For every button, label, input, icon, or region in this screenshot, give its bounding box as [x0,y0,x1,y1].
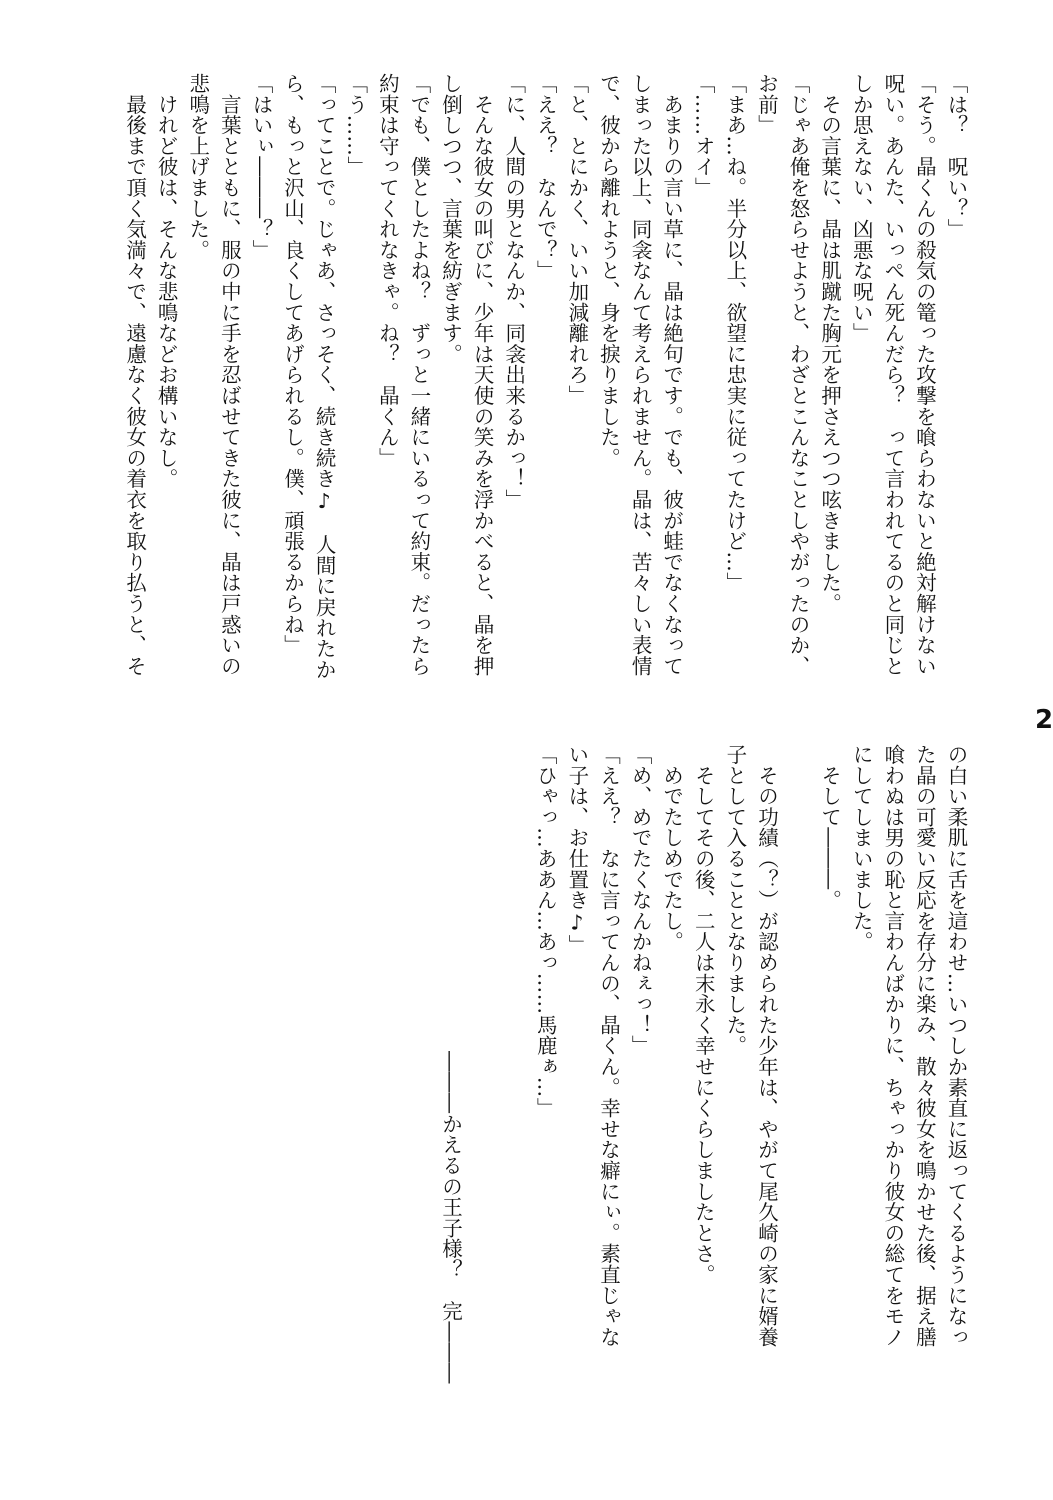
text-line: しまった以上、同衾なんて考えられません。晶は、苦々しい表情 [628,73,653,677]
text-line: 最後まで頂く気満々で、遠慮なく彼女の着衣を取り払うと、そ [122,73,147,677]
text-line: あまりの言い草に、晶は絶句です。でも、彼が蛙でなくなって [659,73,684,677]
ending-line: ―――かえるの王子様？ 完――― [438,1051,463,1384]
text-line: 「……オイ」 [691,73,716,198]
text-line: そしてその後、二人は末永く幸せにくらしましたとさ。 [691,744,716,1285]
text-line: い子は、お仕置き♪」 [564,744,589,956]
text-line: 「う……」 [343,73,368,177]
text-line: 「まあ…ね。半分以上、欲望に忠実に従ってたけど…」 [722,73,747,593]
text-line: しか思えない、凶悪な呪い」 [849,73,874,344]
text-line: 呪い。あんた、いっぺん死んだら？ って言われてるのと同じと [880,73,905,677]
text-line: た晶の可愛い反応を存分に楽み、散々彼女を鳴かせた後、据え膳 [912,744,937,1348]
text-line: 「ひゃっ…ああん…あっ……馬鹿ぁ…」 [533,744,558,1119]
text-line: し倒しつつ、言葉を紡ぎます。 [438,73,463,365]
text-line: 「め、めでたくなんかねぇっ！」 [628,744,653,1056]
text-line: 「に、人間の男となんか、同衾出来るかっ！」 [501,73,526,510]
text-line: 喰わぬは男の恥と言わんばかりに、ちゃっかり彼女の総てをモノ [880,744,905,1348]
text-block-lower [434,744,971,1384]
text-line: 「ええ？ なんで？」 [533,73,558,281]
text-line: 「そう。晶くんの殺気の篭った攻撃を喰らわないと絶対解けない [912,73,937,677]
text-line: の白い柔肌に舌を這わせ…いつしか素直に返ってくるようになっ [944,744,968,1348]
text-line: にしてしまいました。 [849,744,874,952]
text-line: 「と、とにかく、いい加減離れろ」 [564,73,589,406]
text-line: その言葉に、晶は肌蹴た胸元を押さえつつ呟きました。 [817,73,842,614]
text-line: 子として入ることとなりました。 [722,744,747,1056]
text-line: めでたしめでたし。 [659,744,684,952]
blank-line [781,744,813,1384]
page-number: 2 [1035,705,1053,735]
text-line: 言葉とともに、服の中に手を忍ばせてきた彼に、晶は戸惑いの [217,73,242,677]
text-line: 「でも、僕としたよね？ ずっと一緒にいるって約束。だったら [406,73,431,677]
text-line: 悲鳴を上げました。 [185,73,210,261]
text-line: 約束は守ってくれなきゃ。ね？ 晶くん」 [375,73,400,469]
blank-line [466,744,498,1384]
text-line: 「はいぃ―――？」 [248,73,273,261]
text-line: ら、もっと沢山、良くしてあげられるし。僕、頑張るからね」 [280,73,305,656]
text-line: 「じゃあ俺を怒らせようと、わざとこんなことしやがったのか、 [786,73,811,677]
text-line: 「ええ？ なに言ってんの、晶くん。幸せな癖にぃ。素直じゃな [596,744,621,1348]
text-block-upper [118,73,971,713]
text-line: そして―――。 [817,744,842,911]
text-line: そんな彼女の叫びに、少年は天使の笑みを浮かべると、晶を押 [470,73,495,677]
text-line: けれど彼は、そんな悲鳴などお構いなし。 [154,73,179,489]
text-line: お前」 [754,73,779,136]
text-line: 「ってことで。じゃあ、さっそく、続き続き♪ 人間に戻れたか [312,73,337,680]
text-line: 「は？ 呪い？」 [944,73,968,240]
text-line: で、彼から離れようと、身を捩りました。 [596,73,621,469]
blank-line [497,744,529,1384]
text-line: その功績（？）が認められた少年は、やがて尾久崎の家に婿養 [754,744,779,1348]
